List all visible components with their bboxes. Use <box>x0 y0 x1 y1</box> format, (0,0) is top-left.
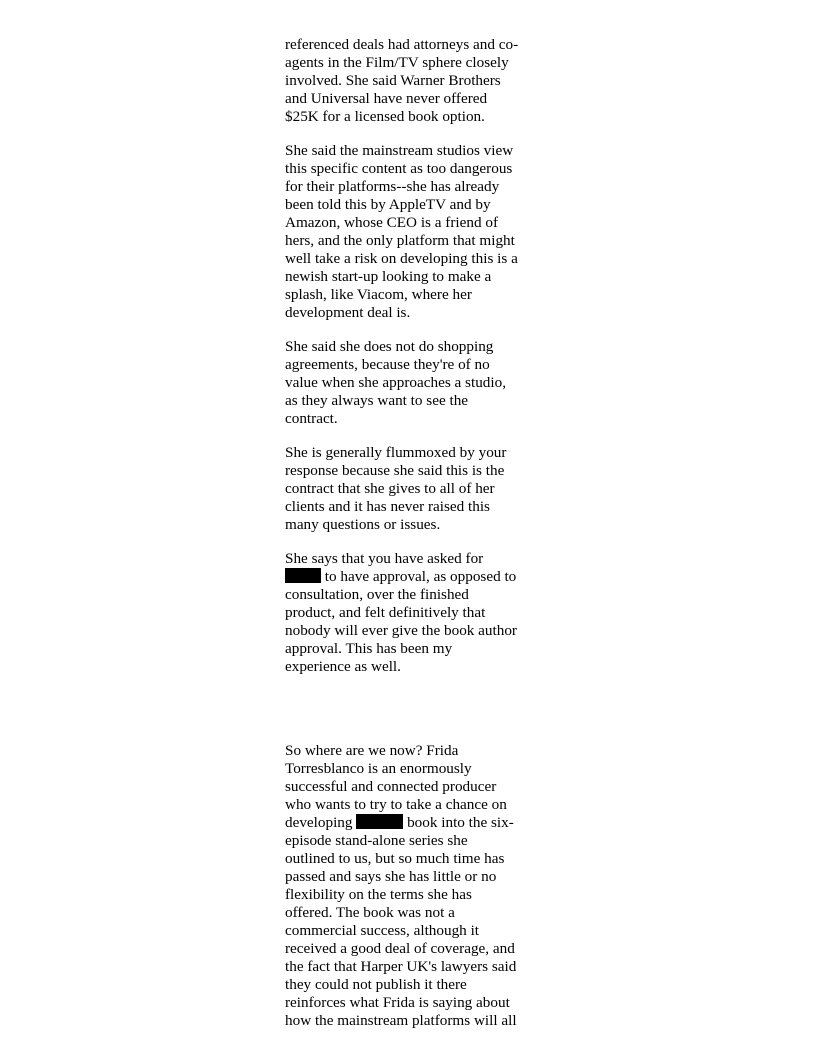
text-line: hers, and the only platform that might <box>285 232 515 249</box>
text-line: as they always want to see the <box>285 392 469 409</box>
text-line: many questions or issues. <box>285 516 441 533</box>
paragraph-where-are-we <box>285 742 537 1030</box>
text-segment: developing <box>285 814 357 831</box>
text-line: agreements, because they're of no <box>285 356 490 373</box>
text-line: commercial success, although it <box>285 922 480 939</box>
text-line: who wants to try to take a chance on <box>285 796 507 813</box>
section-spacer <box>285 692 537 742</box>
text-line: response because she said this is the <box>285 462 505 479</box>
text-line: So where are we now? Frida <box>285 742 459 759</box>
redaction-block <box>356 814 403 829</box>
text-line: Torresblanco is an enormously <box>285 760 472 777</box>
text-line: well take a risk on developing this is a <box>285 250 518 267</box>
paragraph-shopping-agreements <box>285 338 537 428</box>
text-line: this specific content as too dangerous <box>285 160 513 177</box>
text-segment: book into the six- <box>403 814 514 831</box>
document-body <box>285 36 537 1046</box>
text-line: been told this by AppleTV and by <box>285 196 491 213</box>
text-line: contract. <box>285 410 338 427</box>
text-line: She says that you have asked for <box>285 550 484 567</box>
text-segment: to have approval, as opposed to <box>321 568 517 585</box>
text-line: development deal is. <box>285 304 411 321</box>
text-line: Amazon, whose CEO is a friend of <box>285 214 498 231</box>
text-line: splash, like Viacom, where her <box>285 286 472 303</box>
text-line: and Universal have never offered <box>285 90 488 107</box>
text-line: product, and felt definitively that <box>285 604 486 621</box>
text-line: offered. The book was not a <box>285 904 455 921</box>
text-line: She said she does not do shopping <box>285 338 494 355</box>
redaction-block <box>285 568 321 583</box>
text-line: flexibility on the terms she has <box>285 886 472 903</box>
text-line: clients and it has never raised this <box>285 498 490 515</box>
paragraph-deals <box>285 36 537 126</box>
text-line: how the mainstream platforms will all <box>285 1012 517 1029</box>
text-line: consultation, over the finished <box>285 586 469 603</box>
text-line: referenced deals had attorneys and co- <box>285 36 519 53</box>
text-line: experience as well. <box>285 658 401 675</box>
text-line: value when she approaches a studio, <box>285 374 506 391</box>
text-line: passed and says she has little or no <box>285 868 497 885</box>
text-line: approval. This has been my <box>285 640 453 657</box>
text-line: involved. She said Warner Brothers <box>285 72 501 89</box>
text-line: nobody will ever give the book author <box>285 622 517 639</box>
text-line: reinforces what Frida is saying about <box>285 994 510 1011</box>
text-line: newish start-up looking to make a <box>285 268 492 285</box>
text-line: contract that she gives to all of her <box>285 480 495 497</box>
text-line: they could not publish it there <box>285 976 467 993</box>
paragraph-flummoxed <box>285 444 537 534</box>
paragraph-studios <box>285 142 537 322</box>
text-line: She said the mainstream studios view <box>285 142 514 159</box>
paragraph-approval <box>285 550 537 676</box>
text-line: She is generally flummoxed by your <box>285 444 507 461</box>
text-line: outlined to us, but so much time has <box>285 850 505 867</box>
text-line: for their platforms--she has already <box>285 178 500 195</box>
text-line: $25K for a licensed book option. <box>285 108 485 125</box>
text-line: episode stand-alone series she <box>285 832 468 849</box>
text-line: successful and connected producer <box>285 778 497 795</box>
text-line: agents in the Film/TV sphere closely <box>285 54 509 71</box>
text-line <box>285 568 537 586</box>
text-line: received a good deal of coverage, and <box>285 940 515 957</box>
text-line: the fact that Harper UK's lawyers said <box>285 958 517 975</box>
text-line <box>285 814 537 832</box>
